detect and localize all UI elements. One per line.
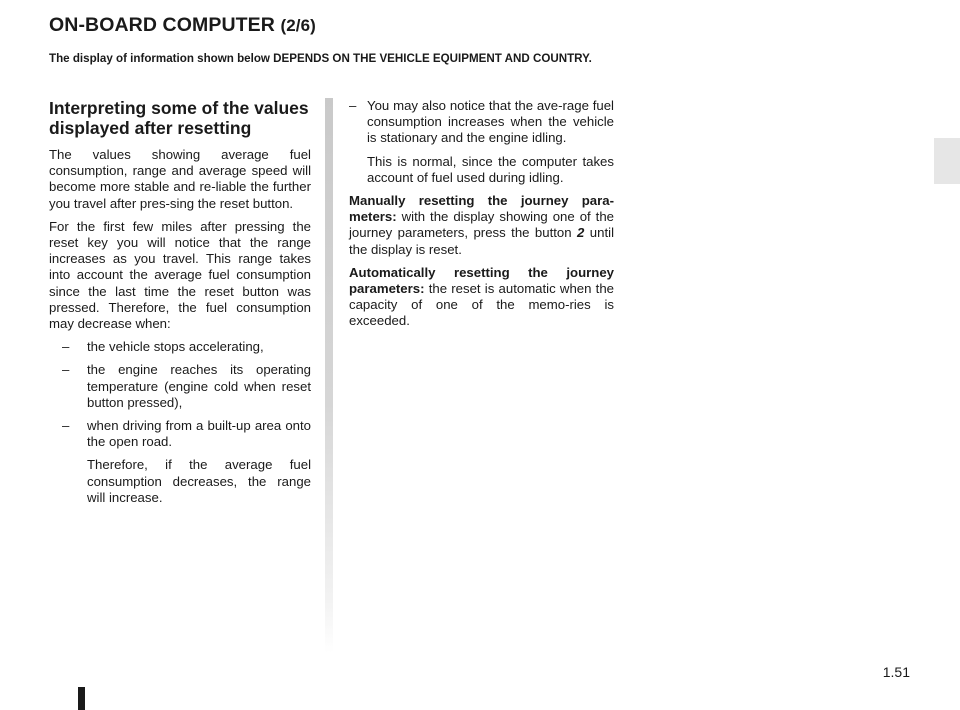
list-item-text: the vehicle stops accelerating,	[87, 339, 264, 355]
conclusion-text: Therefore, if the average fuel consumption decreases, the range will increase.	[87, 457, 311, 505]
list-item	[349, 98, 614, 147]
list-item	[49, 362, 311, 411]
page-number: 1.51	[882, 664, 910, 680]
section-tab	[934, 138, 960, 184]
dash-bullet: –	[62, 362, 70, 378]
auto-reset-text: the reset is automatic when the capacity of one of the memo-ries is exceeded.	[349, 281, 614, 329]
page-title-text: ON-BOARD COMPUTER	[49, 14, 275, 36]
manual-reset-text-b: until the display is reset.	[349, 225, 614, 257]
page-title-part: (2/6)	[280, 16, 316, 35]
dash-bullet: –	[62, 339, 70, 355]
list-item	[49, 339, 311, 355]
section-heading: Interpreting some of the values displayed after resetting	[49, 98, 309, 138]
auto-reset-paragraph	[349, 265, 614, 330]
list-item-text: when driving from a built-up area onto the open road.	[87, 418, 311, 450]
manual-reset-paragraph	[349, 193, 614, 258]
equipment-notice: The display of information shown below DEPENDS ON THE VEHICLE EQUIPMENT AND COUNTRY.	[49, 52, 592, 65]
idling-note: This is normal, since the computer takes account of fuel used during idling.	[367, 153, 614, 185]
paragraph-range-increase: For the first few miles after pressing the reset key you will notice that the range increases as you travel. This range takes into account the average fuel consumption since the last time the reset button was pressed. Therefore, the fuel consumption may decrease when:	[49, 218, 311, 332]
button-reference: 2	[577, 225, 585, 241]
auto-reset-label: Automatically resetting the journey parameters:	[349, 264, 614, 297]
corner-mark	[78, 687, 85, 710]
manual-reset-text-a: with the display showing one of the journey parameters, press the button	[349, 209, 614, 241]
dash-bullet: –	[349, 98, 357, 113]
left-column	[49, 98, 311, 513]
manual-reset-label: Manually resetting the journey para-meters:	[349, 193, 614, 225]
list-item-text: You may also notice that the ave-rage fuel consumption increases when the vehicle is stationary and the engine idling.	[367, 98, 614, 146]
list-item-text: the engine reaches its operating temperature (engine cold when reset button pressed),	[87, 362, 311, 410]
dash-bullet: –	[62, 418, 70, 434]
right-column	[349, 98, 614, 337]
paragraph-values-stability: The values showing average fuel consumption, range and average speed will become more stable and re-liable the further you travel after pres-sing the reset button.	[49, 147, 311, 211]
page-title	[49, 14, 316, 37]
list-item	[49, 418, 311, 450]
column-divider	[325, 98, 333, 653]
